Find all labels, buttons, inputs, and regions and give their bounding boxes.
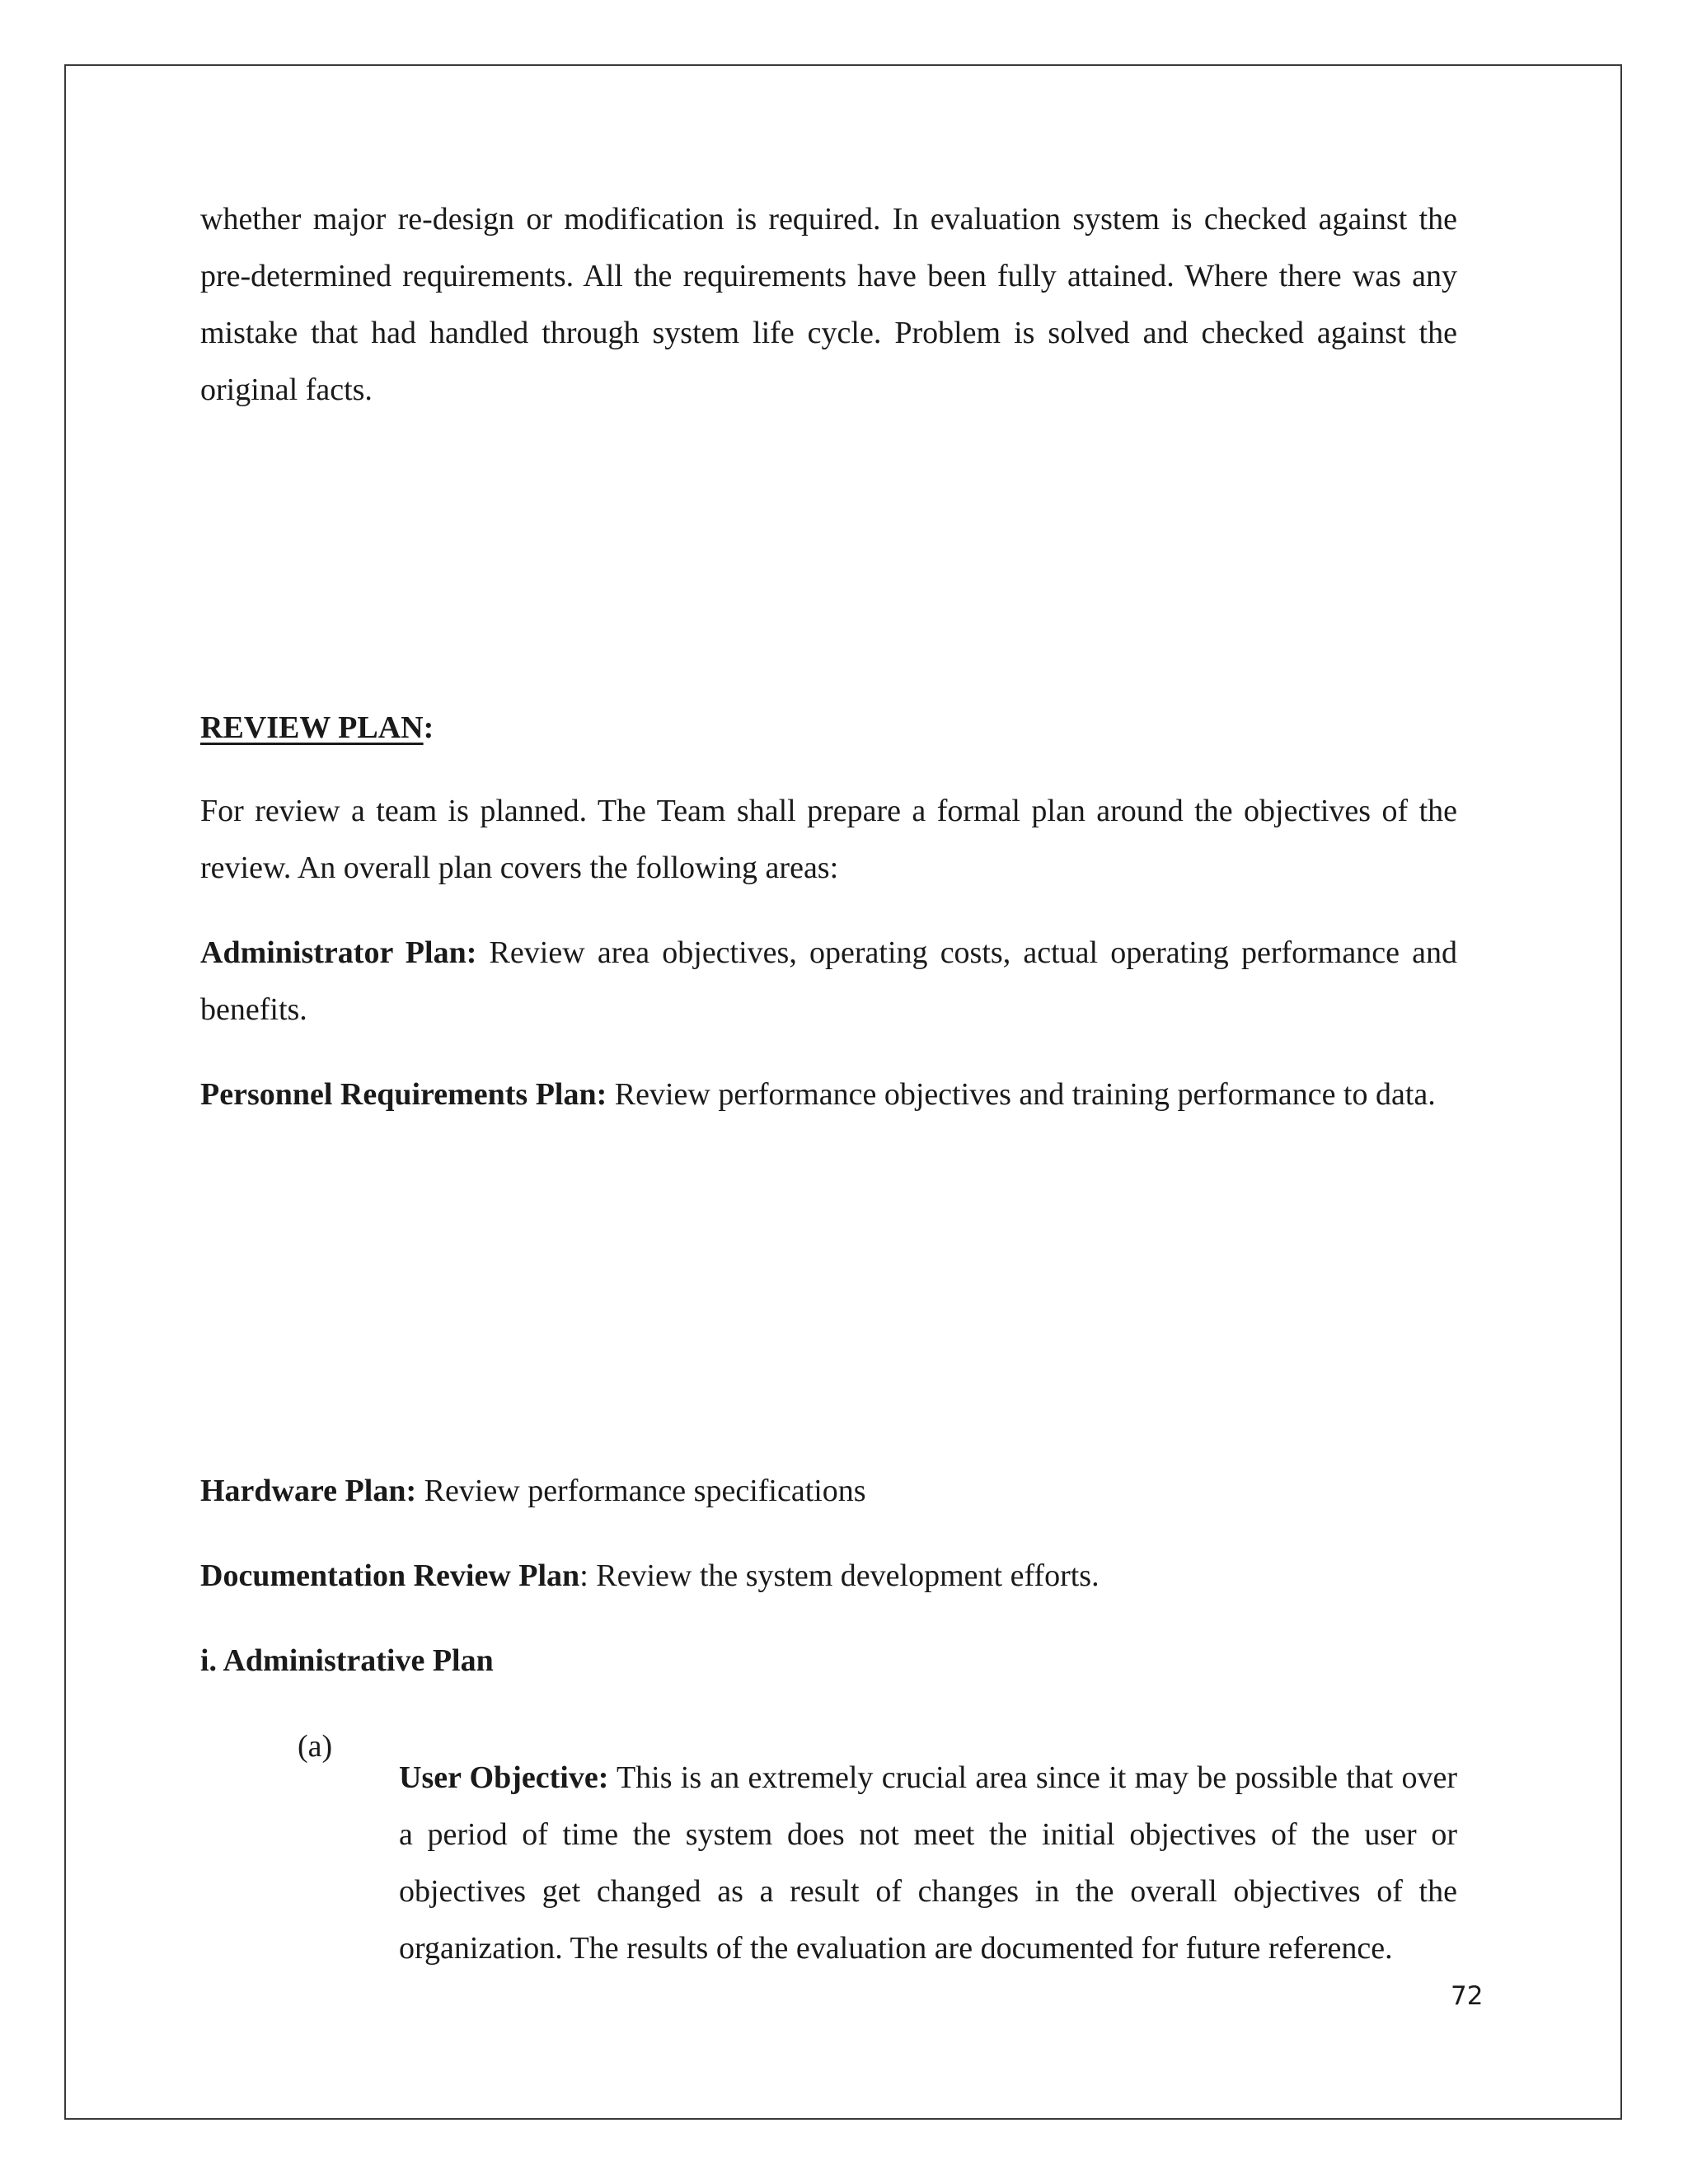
list-marker-a: (a) bbox=[298, 1729, 333, 1764]
personnel-plan-text: Review performance objectives and training performance to data. bbox=[607, 1077, 1436, 1112]
hardware-plan-paragraph bbox=[200, 1463, 1457, 1520]
review-plan-body: For review a team is planned. The Team shall prepare a formal plan around the objectives of the review. An overall plan covers the following areas: bbox=[200, 794, 1457, 885]
documentation-plan-paragraph bbox=[200, 1548, 1457, 1605]
intro-paragraph bbox=[200, 191, 1457, 419]
administrator-plan-paragraph bbox=[200, 925, 1457, 1038]
page-number: 72 bbox=[1451, 1981, 1484, 2011]
review-plan-title: REVIEW PLAN bbox=[200, 710, 424, 745]
review-plan-heading bbox=[200, 700, 1457, 757]
administrative-plan-heading bbox=[200, 1633, 1457, 1690]
hardware-plan-label: Hardware Plan: bbox=[200, 1474, 417, 1508]
documentation-plan-label: Documentation Review Plan bbox=[200, 1558, 580, 1593]
hardware-plan-text: Review performance specifications bbox=[416, 1474, 866, 1508]
administrator-plan-label: Administrator Plan: bbox=[200, 935, 477, 970]
administrator-plan-text: Review area objectives, operating costs, actual operating performance and benefits. bbox=[200, 935, 1457, 1027]
personnel-plan-label: Personnel Requirements Plan: bbox=[200, 1077, 607, 1112]
personnel-plan-paragraph bbox=[200, 1066, 1457, 1123]
administrative-plan-title: i. Administrative Plan bbox=[200, 1643, 494, 1678]
user-objective-text: This is an extremely crucial area since it may be possible that over a period of time the system does not meet the initial objectives of the user or objectives get changed as a result of changes in the overall objectives of the organization. The results of the evaluation are documented for future reference. bbox=[399, 1760, 1457, 1966]
review-plan-colon: : bbox=[423, 710, 434, 745]
documentation-plan-text: : Review the system development efforts. bbox=[579, 1558, 1100, 1593]
list-item bbox=[200, 1718, 1457, 2008]
user-objective-label: User Objective: bbox=[399, 1760, 609, 1795]
intro-text: whether major re-design or modification is required. In evaluation system is checked against the pre-determined requirements. All the requirements have been fully attained. Where there was any mistake that had handled through system life cycle. Problem is solved and checked against the original facts. bbox=[200, 202, 1457, 407]
review-plan-paragraph bbox=[200, 783, 1457, 897]
